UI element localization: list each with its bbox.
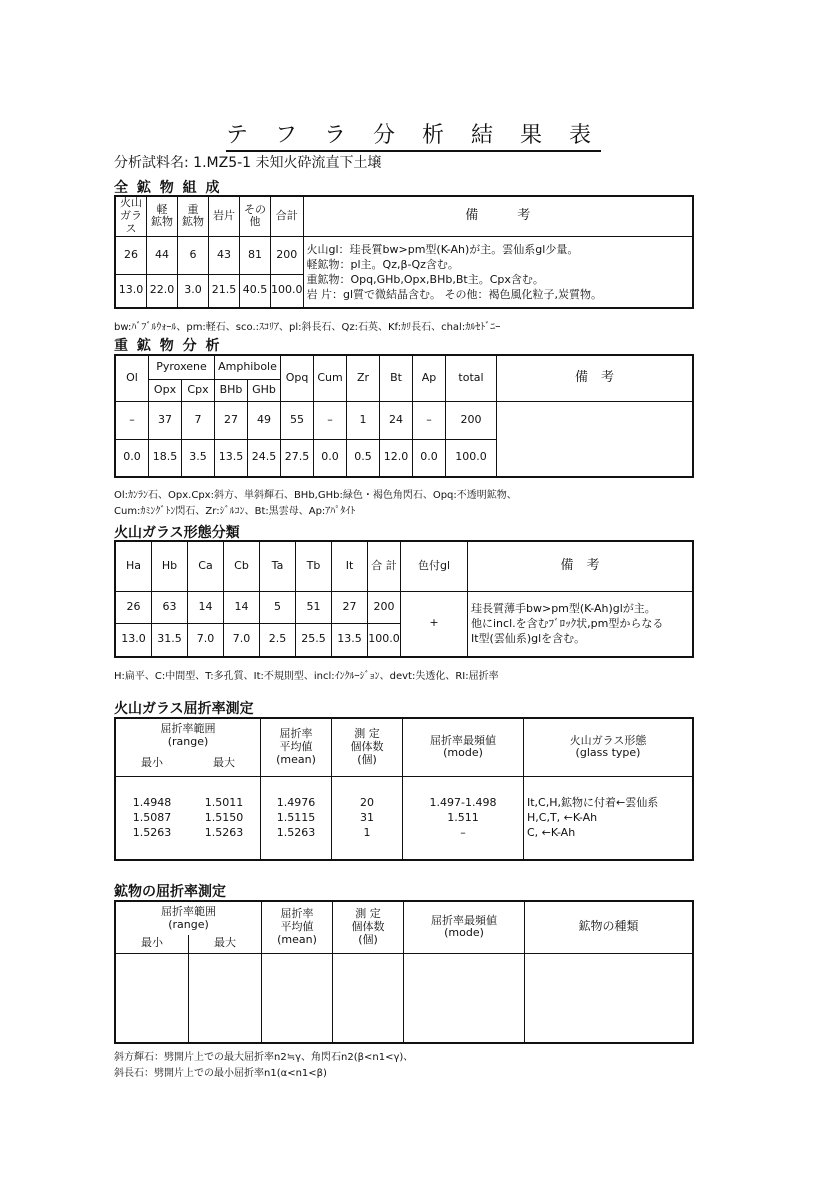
mean-value: 1.4976 [276,796,316,810]
header-cell: 色付gl [401,541,468,591]
header-cell: その 他 [240,196,271,236]
header-cell: Ol [115,355,149,401]
remark-line: 火山gl：珪長質bw>pm型(K-Ah)が主。雲仙系gl少量。 [306,242,579,256]
header-cell: 最小 [115,935,189,953]
min-value: 1.5263 [132,826,172,840]
remarks-header: 備 考 [468,541,694,591]
header-cell: Ha [115,541,152,591]
range-label: 屈折率範囲 [161,904,216,918]
header-cell: It [332,541,368,591]
value-cell: 51 [296,591,332,623]
section-heading-total-mineral: 全 鉱 物 組 成 [114,180,222,196]
min-value: 1.5087 [132,811,172,825]
mean-value: 1.5115 [276,811,316,825]
header-cell: 屈折率 平均値 (mean) [261,718,332,776]
value-cell: 2.5 [260,623,296,657]
value-cell: 0.5 [347,439,380,477]
empty-cell [189,953,262,1043]
value-cell: 31.5 [152,623,188,657]
value-cell: 12.0 [380,439,413,477]
empty-cell [262,953,333,1043]
header-cell: 合計 [271,196,304,236]
count-value: 31 [360,811,374,825]
value-cell: 100.0 [446,439,497,477]
value-cell: 7 [182,401,215,439]
value-cell: 37 [149,401,182,439]
max-value: 1.5263 [204,826,244,840]
heavy-mineral-table [114,354,694,478]
value-cell: 6 [178,236,209,274]
header-cell [115,901,262,935]
max-value: 1.5150 [204,811,244,825]
mode-column [403,776,524,860]
range-label-en: (range) [168,917,209,931]
value-cell: 100.0 [271,274,304,308]
empty-cell [404,953,525,1043]
header-cell: Zr [347,355,380,401]
value-cell: 24.5 [248,439,281,477]
value-cell: 13.0 [115,274,147,308]
min-value: 1.4948 [132,796,172,810]
footnote: 斜長石：劈開片上での最小屈折率n1(α<n1<β) [114,1068,327,1079]
value-cell: 22.0 [147,274,178,308]
value-cell: 26 [115,236,147,274]
glass-morphology-table [114,540,694,658]
value-cell: 13.5 [215,439,248,477]
range-label: 屈折率範囲 [160,721,216,735]
remarks-header: 備 考 [497,355,694,401]
section-heading-glass-morphology: 火山ガラス形態分類 [114,525,240,541]
mean-column [261,776,332,860]
remark-line: It型(雲仙系)glを含む。 [471,632,586,646]
remark-line: 軽鉱物：pl主。Qz,β-Qz含む。 [306,257,459,271]
header-cell [115,718,261,752]
header-cell: 軽 鉱物 [147,196,178,236]
value-cell: 81 [240,236,271,274]
section-heading-mineral-refractive-index: 鉱物の屈折率測定 [114,884,226,900]
abbreviation-note: Ol:ｶﾝﾗﾝ石、Opx.Cpx:斜方、単斜輝石、BHb,GHb:緑色・褐色角閃石、Opq:不透明鉱物、 [114,490,517,501]
value-cell: 49 [248,401,281,439]
page-title: テ フ ラ 分 析 結 果 表 [0,118,827,149]
value-cell: 200 [271,236,304,274]
header-cell: Hb [152,541,188,591]
value-cell: 0.0 [413,439,446,477]
value-cell: 0.0 [314,439,347,477]
header-cell: BHb [215,379,248,401]
empty-cell [525,953,694,1043]
value-cell: 18.5 [149,439,182,477]
min-column [115,776,188,860]
abbreviation-note: bw:ﾊﾞﾌﾞﾙｳｫｰﾙ、pm:軽石、sco.:ｽｺﾘｱ、pl:斜長石、Qz:石英、Kf:ｶﾘ長石、chal:ｶﾙｾﾄﾞﾆｰ [114,322,501,333]
header-cell: Amphibole [215,355,281,379]
value-cell: 100.0 [368,623,401,657]
glass-type-value: It,C,H,鉱物に付着←雲仙系 [527,796,659,810]
header-cell: Ta [260,541,296,591]
count-value: 20 [360,796,374,810]
header-cell: 岩片 [209,196,240,236]
color-glass-cell: + [401,591,468,657]
header-cell: Opx [149,379,182,401]
value-cell: 14 [224,591,260,623]
remarks-cell [468,591,694,657]
header-cell: 最大 [189,935,262,953]
value-cell: 7.0 [188,623,224,657]
header-cell: Tb [296,541,332,591]
header-cell: 屈折率 平均値 (mean) [262,901,333,953]
value-cell: 44 [147,236,178,274]
glass-type-value: C, ←K-Ah [527,826,576,840]
value-cell: 27 [332,591,368,623]
mode-value: 1.497-1.498 [429,796,497,810]
footnote: 斜方輝石：劈開片上での最大屈折率n2≒γ、角閃石n2(β<n1<γ)、 [114,1052,414,1063]
remarks-cell [303,236,693,308]
value-cell: 7.0 [224,623,260,657]
count-value: 1 [363,826,371,840]
value-cell: 27.5 [281,439,314,477]
value-cell: 13.0 [115,623,152,657]
header-cell: Ap [413,355,446,401]
header-cell: Cpx [182,379,215,401]
header-cell: 最小 [115,752,188,776]
remark-line: 重鉱物：Opq,GHb,Opx,BHb,Bt主。Cpx含む。 [306,272,544,286]
header-cell: Opq [281,355,314,401]
value-cell: – [413,401,446,439]
header-cell: total [446,355,497,401]
header-cell: 屈折率最頻値 (mode) [404,901,525,953]
header-cell: 火山 ガラス [115,196,147,236]
abbreviation-note: Cum:ｶﾐﾝｸﾞﾄﾝ閃石、Zr:ｼﾞﾙｺﾝ、Bt:黒雲母、Ap:ｱﾊﾟﾀｲﾄ [114,506,356,517]
section-heading-glass-refractive-index: 火山ガラス屈折率測定 [114,701,254,717]
value-cell: 200 [368,591,401,623]
max-column [188,776,261,860]
remarks-header: 備 考 [303,196,693,236]
header-cell: GHb [248,379,281,401]
empty-cell [333,953,404,1043]
header-cell: 火山ガラス形態 (glass type) [524,718,694,776]
max-value: 1.5011 [204,796,244,810]
header-cell: 鉱物の種類 [525,901,694,953]
header-cell: 測 定 個体数 (個) [333,901,404,953]
header-cell: Ca [188,541,224,591]
value-cell: 26 [115,591,152,623]
range-label-en: (range) [167,734,209,748]
header-cell: 測 定 個体数 (個) [332,718,403,776]
remark-line: 他にincl.を含むﾌﾞﾛｯｸ状,pm型からなる [471,617,664,631]
value-cell: 13.5 [332,623,368,657]
value-cell: 3.0 [178,274,209,308]
abbreviation-note: H:扁平、C:中間型、T:多孔質、It:不規則型、incl:ｲﾝｸﾙｰｼﾞｮﾝ、devt:失透化、RI:屈折率 [114,671,499,682]
glass-type-value: H,C,T, ←K-Ah [527,811,598,825]
glass-refractive-index-table [114,717,694,861]
value-cell: 200 [446,401,497,439]
value-cell: 1 [347,401,380,439]
count-column [332,776,403,860]
mineral-refractive-index-table [114,900,694,1044]
value-cell: 24 [380,401,413,439]
remarks-cell [497,401,694,477]
total-mineral-table [114,195,694,309]
value-cell: 21.5 [209,274,240,308]
value-cell: 14 [188,591,224,623]
header-cell: 屈折率最頻値 (mode) [403,718,524,776]
mode-value: 1.511 [447,811,479,825]
value-cell: 43 [209,236,240,274]
remark-line: 岩 片：gl質で微結晶含む。 その他：褐色風化粒子,炭質物。 [306,287,603,301]
empty-cell [115,953,189,1043]
mean-value: 1.5263 [276,826,316,840]
value-cell: 40.5 [240,274,271,308]
header-cell: Bt [380,355,413,401]
header-cell: 最大 [188,752,261,776]
value-cell: 3.5 [182,439,215,477]
header-cell: 合 計 [368,541,401,591]
value-cell: – [115,401,149,439]
header-cell: Cb [224,541,260,591]
mode-value: – [460,826,466,840]
section-heading-heavy-mineral: 重 鉱 物 分 析 [114,338,222,354]
header-cell: Pyroxene [149,355,215,379]
header-cell: Cum [314,355,347,401]
remark-line: 珪長質薄手bw>pm型(K-Ah)glが主。 [471,602,656,616]
value-cell: – [314,401,347,439]
value-cell: 0.0 [115,439,149,477]
value-cell: 5 [260,591,296,623]
sample-name: 分析試料名: 1.MZ5-1 未知火砕流直下土壌 [114,155,382,171]
header-cell: 重 鉱物 [178,196,209,236]
value-cell: 25.5 [296,623,332,657]
value-cell: 27 [215,401,248,439]
value-cell: 63 [152,591,188,623]
value-cell: 55 [281,401,314,439]
glass-type-column [524,776,694,860]
